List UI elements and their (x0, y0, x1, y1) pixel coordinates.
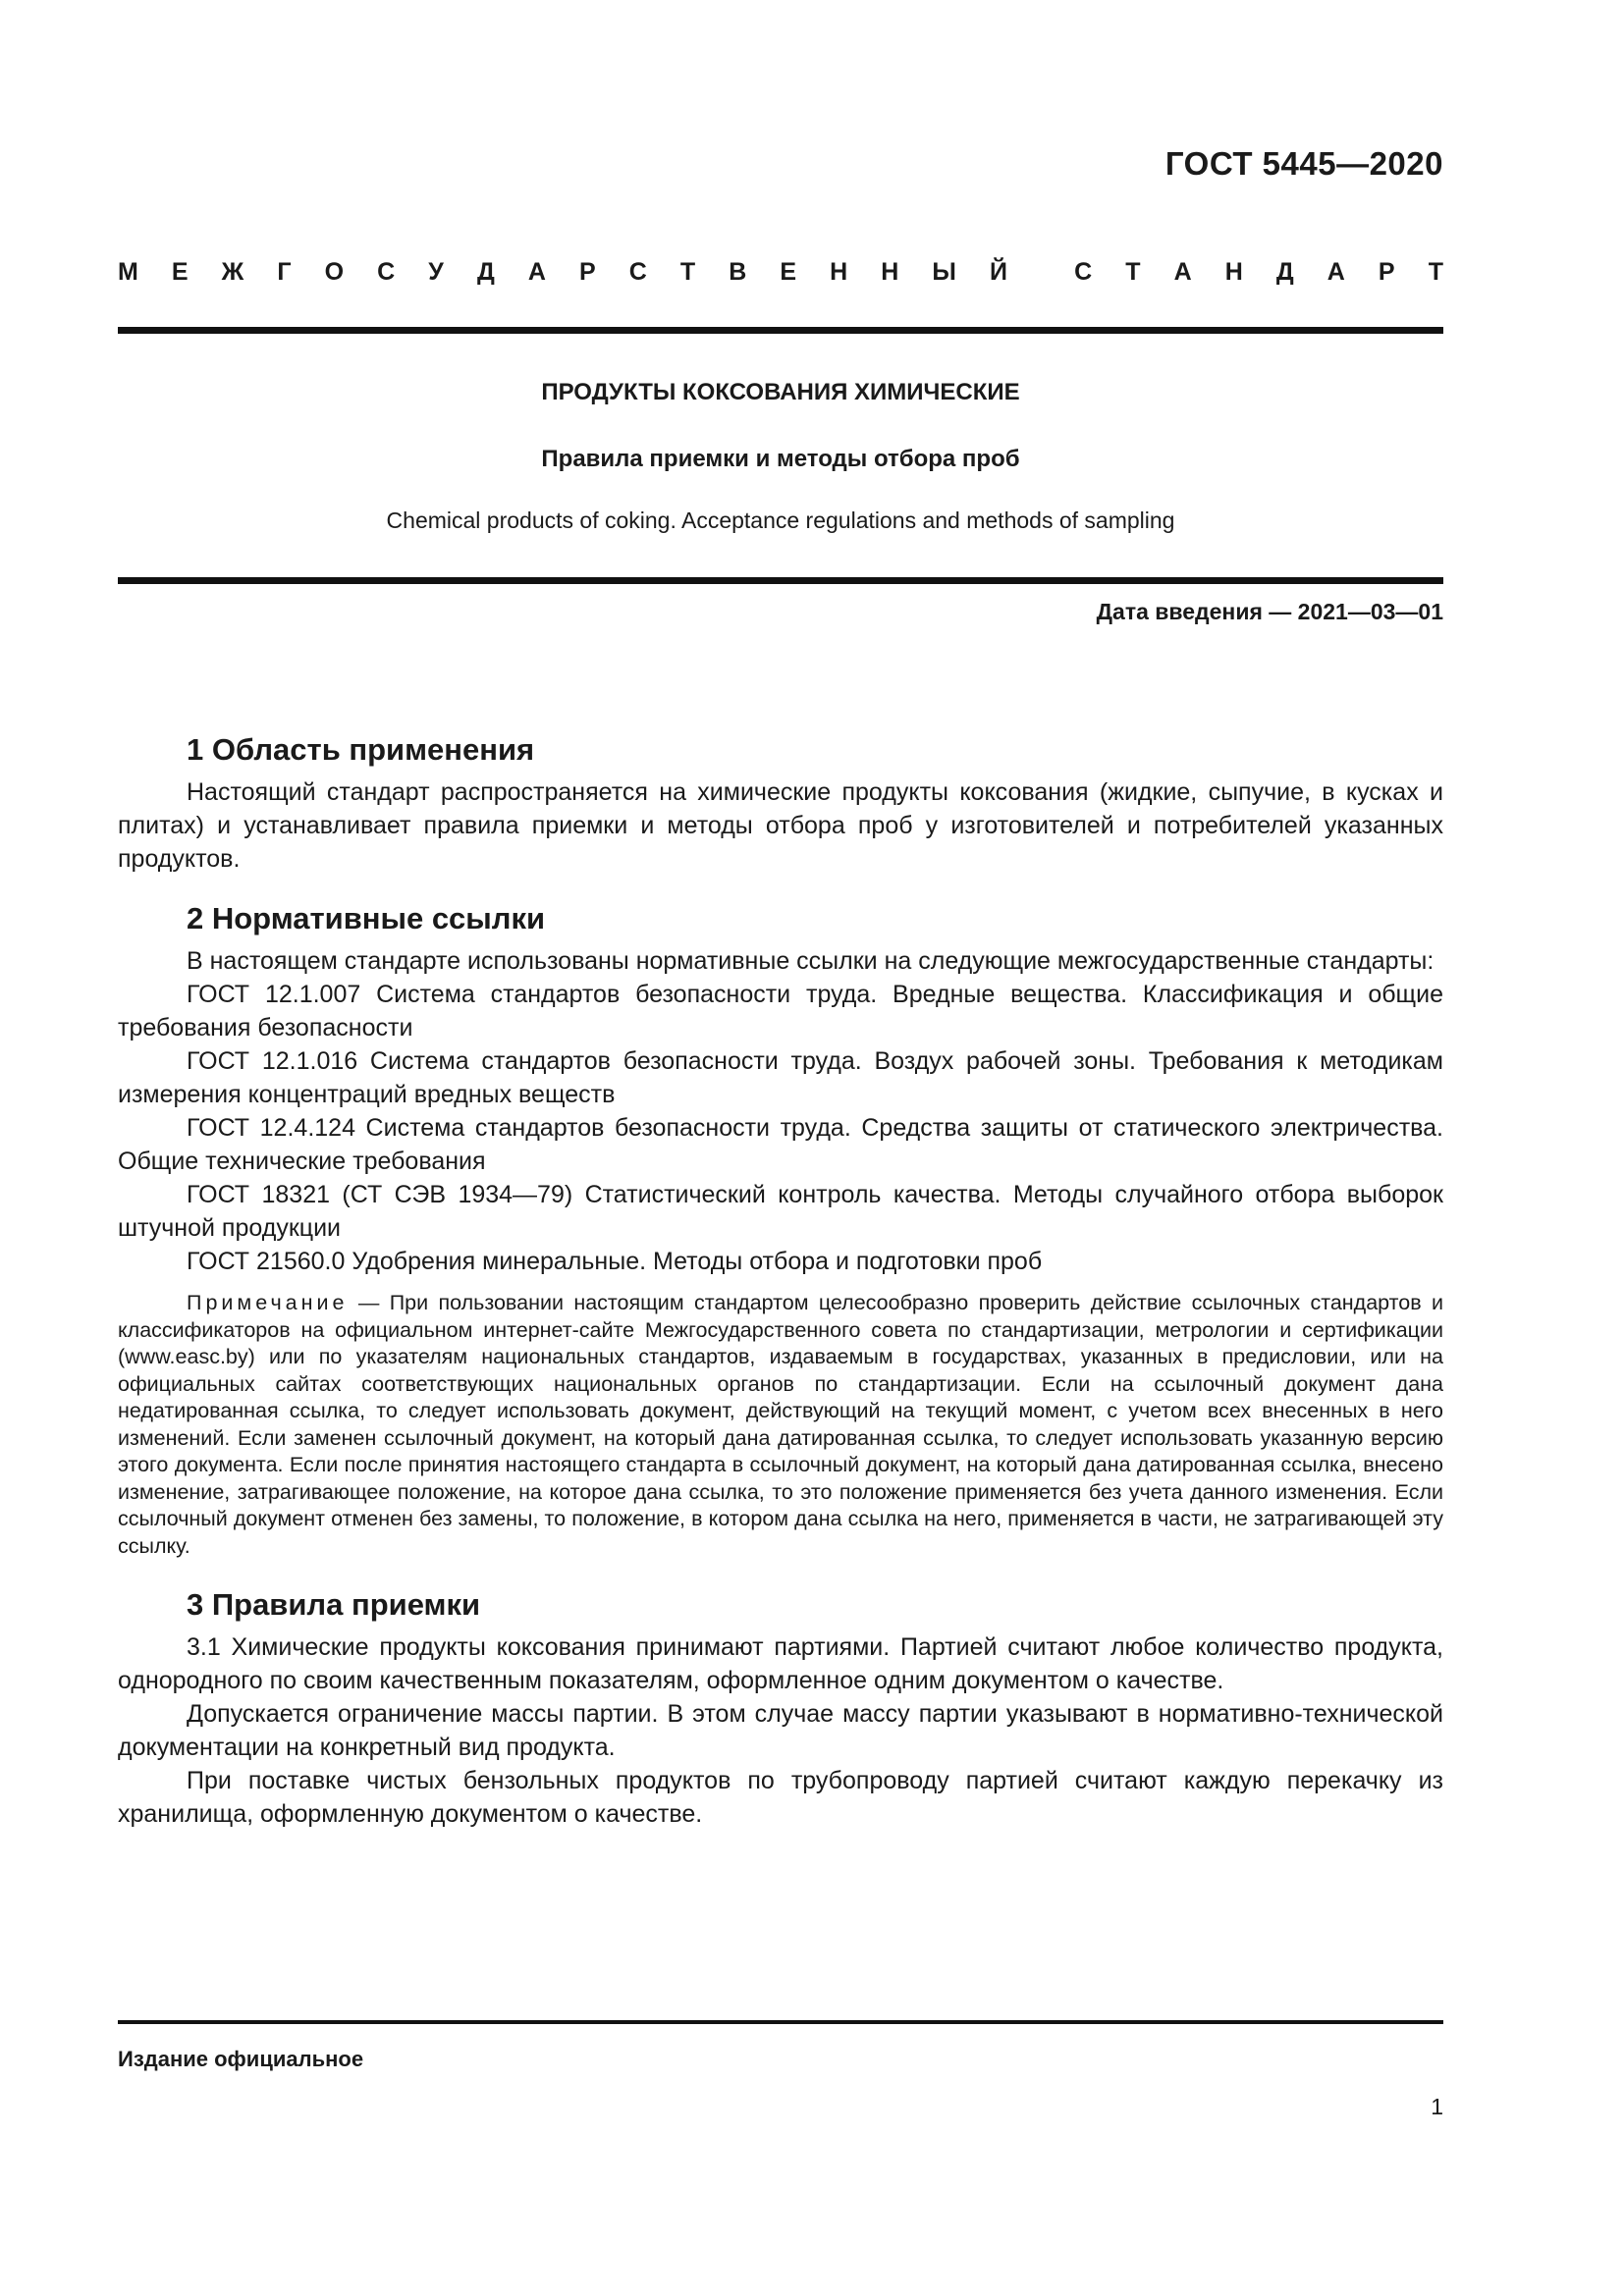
banner-letter: Ы (932, 258, 956, 286)
section-heading: 1 Область применения (187, 732, 535, 767)
note-paragraph (118, 1290, 1443, 1560)
banner-letter: А (1326, 258, 1345, 286)
paragraph: При поставке чистых бензольных продуктов по трубопроводу партией считают каждую перекачку из хранилища, оформленную документом о качестве. (118, 1767, 1443, 1828)
banner-letter: Т (1125, 258, 1141, 286)
top-divider (118, 327, 1443, 334)
banner-letter: А (527, 258, 546, 286)
banner-letter: Г (277, 258, 292, 286)
paragraph: Допускается ограничение массы партии. В этом случае массу партии указывают в нормативно-технической документации на конкретный вид продукта. (118, 1700, 1443, 1761)
document-subtitle-english: Chemical products of coking. Acceptance regulations and methods of sampling (386, 507, 1175, 533)
section-heading: 2 Нормативные ссылки (187, 901, 546, 935)
section-normative-references (118, 893, 1443, 1560)
note-label: Примечание (187, 1291, 349, 1314)
banner-letter: С (377, 258, 396, 286)
section-heading: 3 Правила приемки (187, 1587, 481, 1622)
gost-number: ГОСТ 5445—2020 (1164, 145, 1443, 182)
footer-divider (118, 2020, 1443, 2024)
paragraph: В настоящем стандарте использованы нормативные ссылки на следующие межгосударственные стандарты: (187, 947, 1435, 975)
section-scope (118, 724, 1443, 876)
document-page (118, 0, 1443, 2296)
banner-letter: Т (679, 258, 696, 286)
reference-item: ГОСТ 12.1.016 Система стандартов безопасности труда. Воздух рабочей зоны. Требования к методикам измерения концентраций вредных веществ (118, 1047, 1443, 1108)
document-title: ПРОДУКТЫ КОКСОВАНИЯ ХИМИЧЕСКИЕ (541, 379, 1020, 405)
banner-letter: М (118, 258, 138, 286)
banner-letter: Ж (221, 258, 244, 286)
note-text: — При пользовании настоящим стандартом целесообразно проверить действие ссылочных стандартов и классификаторов на официальном интернет-сайте Межгосударственного совета по стандартизации, метрологии и сертификации (www.easc.by) или по указателям национальных стандартов, издаваемым в государствах, указанных в предисловии, или на официальных сайтах соответствующих национальных органов по стандартизации. Если на ссылочный документ дана недатированная ссылка, то следует использовать документ, действующий на текущий момент, с учетом всех внесенных в него изменений. Если заменен ссылочный документ, на который дана датированная ссылка, то следует использовать указанную версию этого документа. Если после принятия настоящего стандарта в ссылочный документ, на который дана датированная ссылка, внесено изменение, затрагивающее положение, на которое дана ссылка, то это положение применяется без учета данного изменения. Если ссылочный документ отменен без замены, то положение, в котором дана ссылка на него, применяется в части, не затрагивающей эту ссылку. (118, 1291, 1443, 1558)
introduction-date: Дата введения — 2021—03—01 (1096, 599, 1443, 624)
banner-letter: Е (780, 258, 797, 286)
banner-letter: У (428, 258, 444, 286)
paragraph: 3.1 Химические продукты коксования принимают партиями. Партией считают любое количество продукта, однородного по своим качественным показателям, оформленное одним документом о качестве. (118, 1633, 1443, 1694)
interstate-standard-banner (118, 258, 1443, 287)
reference-item: ГОСТ 18321 (СТ СЭВ 1934—79) Статистический контроль качества. Методы случайного отбора выборок штучной продукции (118, 1181, 1443, 1242)
title-divider (118, 577, 1443, 584)
paragraph: Настоящий стандарт распространяется на химические продукты коксования (жидкие, сыпучие, в кусках и плитах) и устанавливает правила приемки и методы отбора проб у изготовителей и потребителей указанных продуктов. (118, 778, 1443, 873)
banner-letter: Н (830, 258, 848, 286)
banner-letter: Н (1224, 258, 1243, 286)
banner-letter: С (1074, 258, 1093, 286)
banner-letter: Е (171, 258, 189, 286)
banner-letter: Д (476, 258, 495, 286)
banner-letter: Р (1378, 258, 1395, 286)
banner-letter: О (324, 258, 345, 286)
banner-letter: Д (1275, 258, 1294, 286)
banner-letter: Т (1428, 258, 1443, 286)
banner-letter: С (628, 258, 647, 286)
banner-letter: А (1173, 258, 1192, 286)
document-subtitle: Правила приемки и методы отбора проб (541, 446, 1020, 472)
reference-item: ГОСТ 21560.0 Удобрения минеральные. Методы отбора и подготовки проб (187, 1248, 1043, 1275)
banner-letter: В (729, 258, 747, 286)
banner-letter: Й (989, 258, 1007, 286)
reference-item: ГОСТ 12.4.124 Система стандартов безопасности труда. Средства защиты от статического электричества. Общие технические требования (118, 1114, 1443, 1175)
page-number: 1 (1431, 2094, 1443, 2119)
document-body (118, 724, 1443, 1846)
banner-letter: Р (578, 258, 596, 286)
reference-item: ГОСТ 12.1.007 Система стандартов безопасности труда. Вредные вещества. Классификация и общие требования безопасности (118, 981, 1443, 1041)
official-edition-label: Издание официальное (118, 2047, 364, 2071)
banner-letter: Н (881, 258, 899, 286)
section-acceptance-rules (118, 1579, 1443, 1831)
